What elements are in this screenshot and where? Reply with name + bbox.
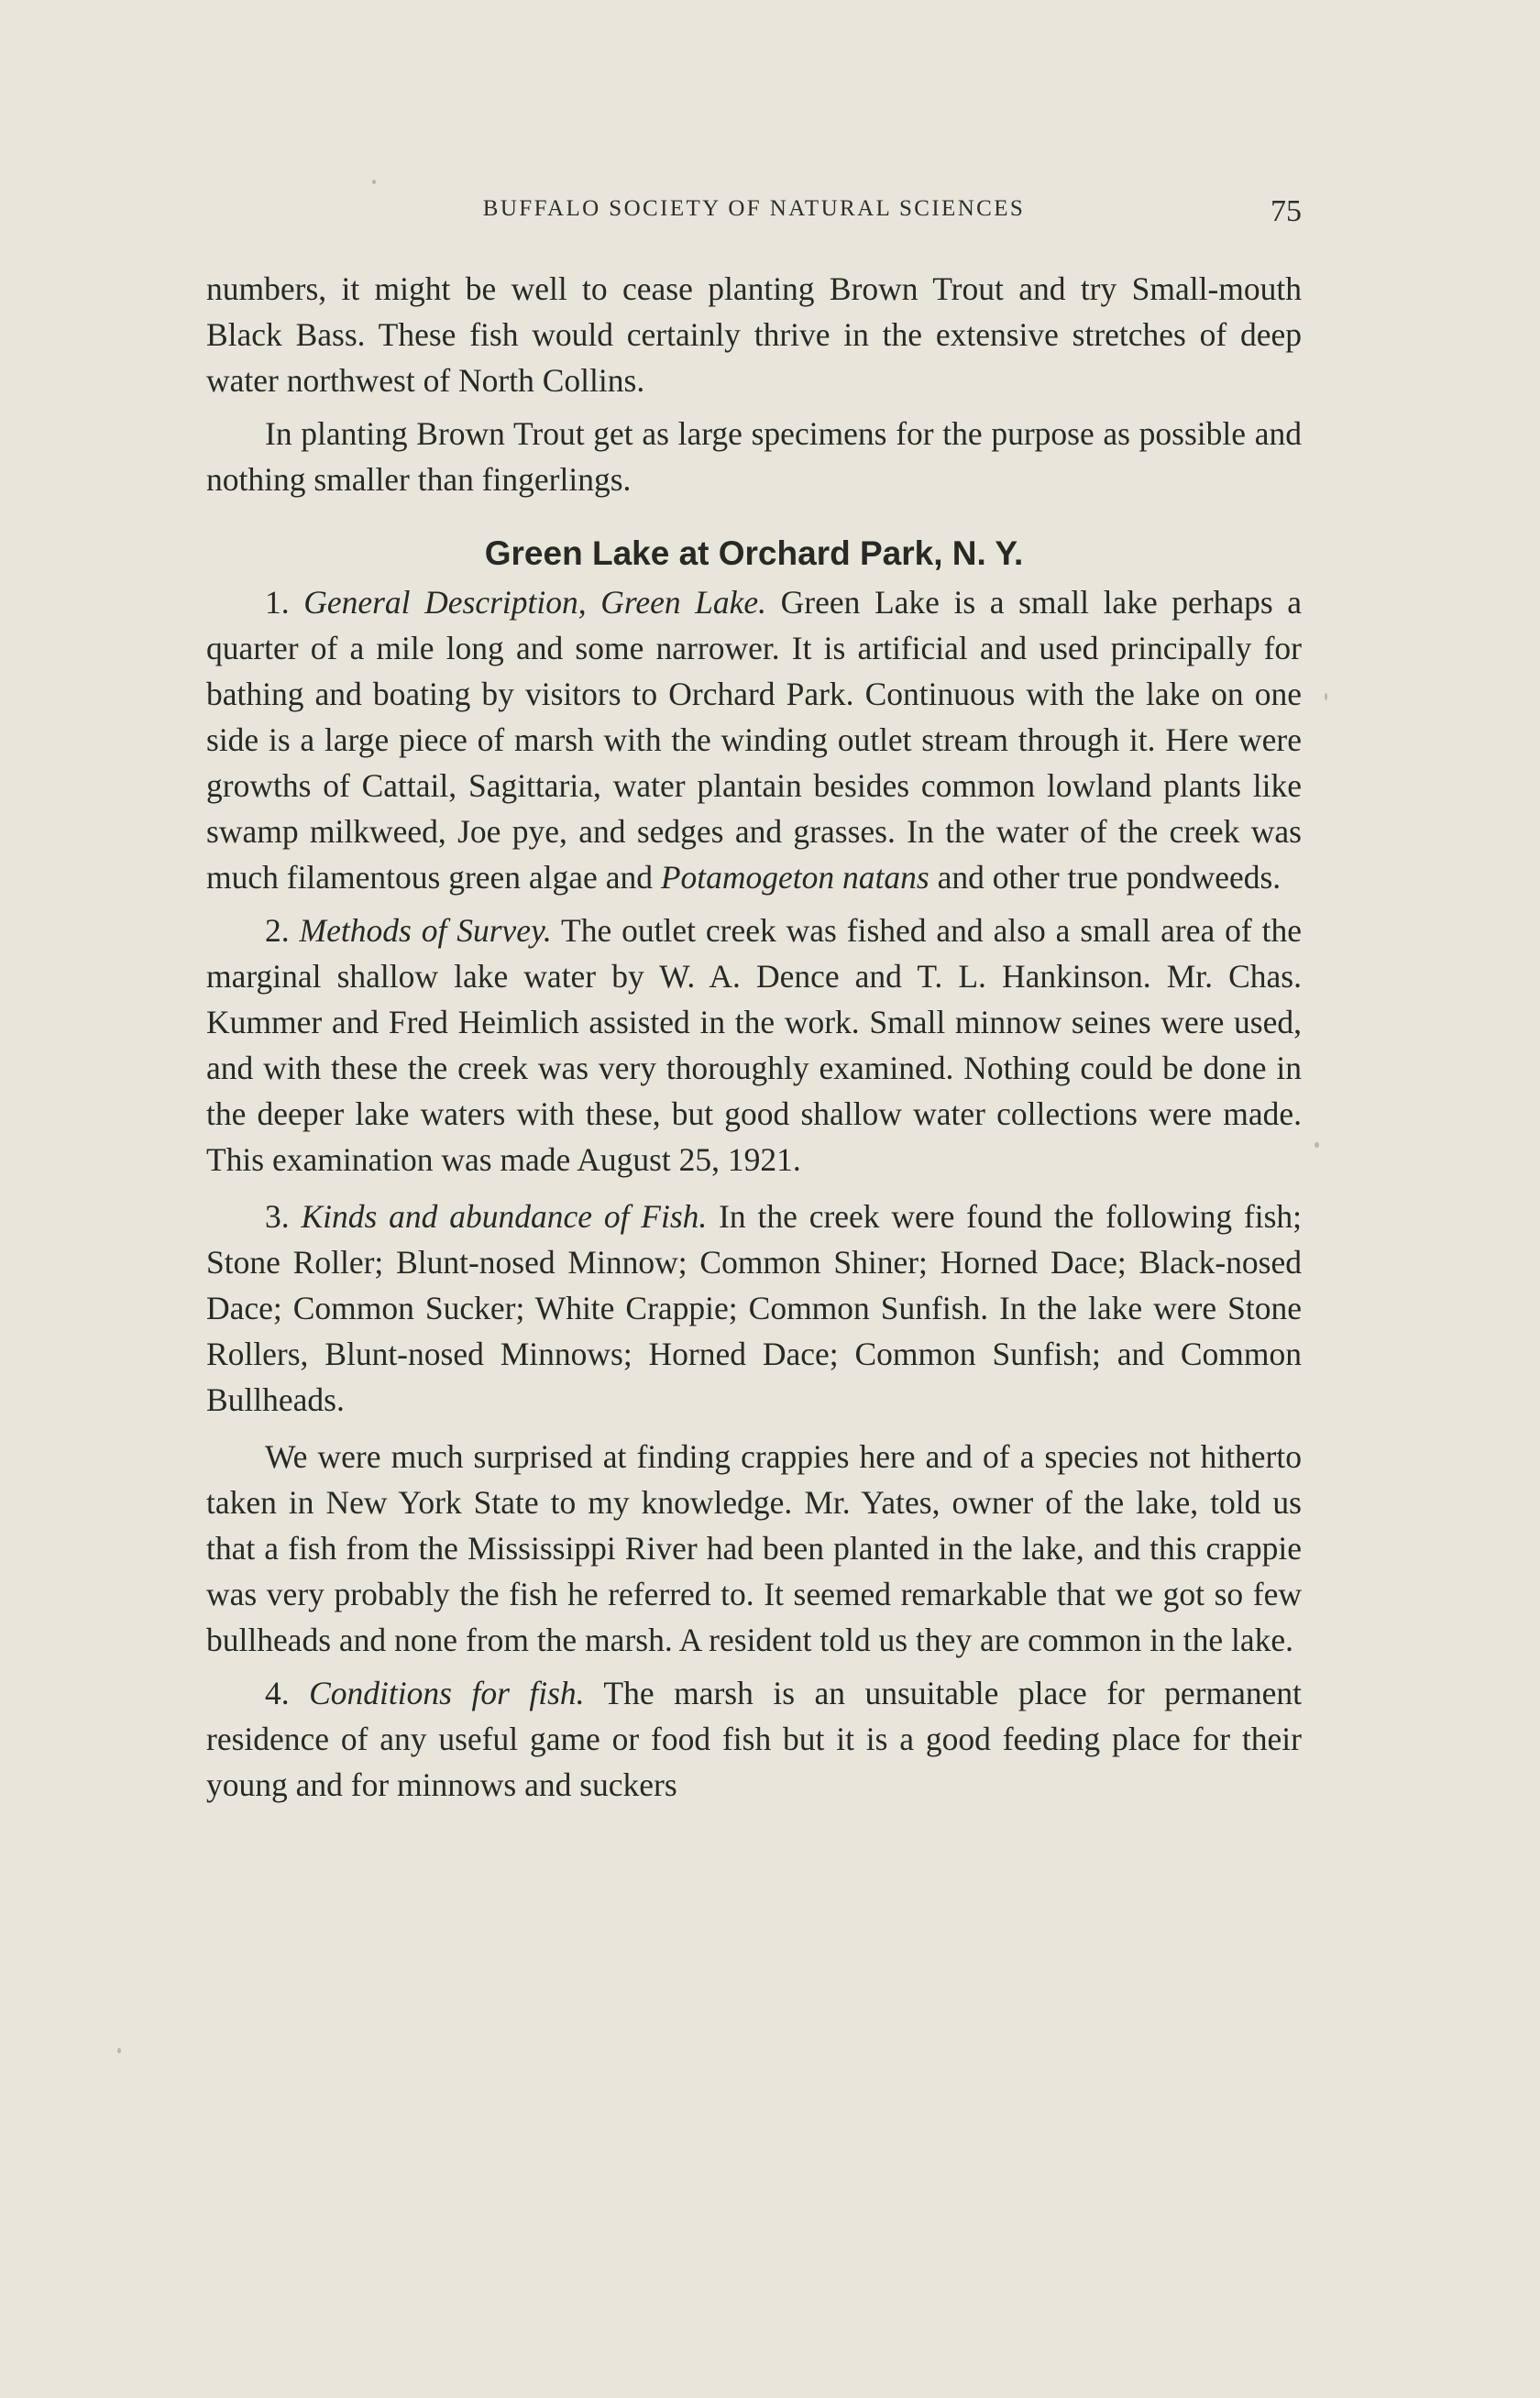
page-number: 75 [1270, 194, 1302, 228]
item-caption: Methods of Survey. [299, 912, 552, 949]
item-text: Green Lake is a small lake perhaps a quarter of a mile long and some narrower. It is artificial and used principally for bathing and boating by visitors to Orchard Park. Continuous with the lake on one side is a large piece of marsh with the winding outlet stream through it. Here were growths of Cattail, Sagittaria, water plantain besides common lowland plants like swamp milkweed, Joe pye, and sedges and grasses. In the water of the creek was much filamentous green algae and [206, 584, 1303, 896]
paper-speck [1314, 1142, 1319, 1148]
intro-paragraph-2: In planting Brown Trout get as large specimens for the purpose as possible and nothing smaller than fingerlings. [206, 415, 1302, 498]
conditions-for-fish-paragraph [206, 1670, 1302, 1808]
paper-speck [1325, 693, 1327, 700]
running-header-title: BUFFALO SOCIETY OF NATURAL SCIENCES [482, 196, 1026, 221]
crappie-paragraph: We were much surprised at finding crappies here and of a species not hitherto taken in New York State to my knowledge. Mr. Yates, owner of the lake, told us that a fish from the Mississippi River had been planted in the lake, and this crappie was very probably the fish he referred to. It seemed remarkable that we got so few bullheads and none from the marsh. A resident told us they are common in the lake. [206, 1438, 1302, 1658]
kinds-of-fish-paragraph [206, 1194, 1302, 1423]
item-caption: Conditions for fish. [309, 1675, 585, 1711]
item-text: The outlet creek was fished and also a small area of the marginal shallow lake water by W. A. Dence and T. L. Hankinson. Mr. Chas. Kummer and Fred Heimlich assisted in the work. Small minnow seines were used, and with these the creek was very thoroughly examined. Nothing could be done in the deeper lake waters with these, but good shallow water collections were made. This examination was made August 25, 1921. [206, 912, 1303, 1178]
item-number: 1. [265, 584, 290, 621]
intro-paragraph-1: numbers, it might be well to cease planting Brown Trout and try Small-mouth Black Bass. These fish would certainly thrive in the extensive stretches of deep water northwest of North Collins. [206, 270, 1302, 399]
paper-speck [372, 180, 376, 184]
general-description-paragraph [206, 579, 1302, 900]
methods-of-survey-paragraph [206, 908, 1302, 1182]
paper-speck [117, 2048, 121, 2053]
species-name: Potamogeton natans [660, 859, 930, 896]
item-number: 4. [265, 1675, 290, 1711]
running-header [206, 191, 1302, 231]
body-text [206, 266, 1302, 1808]
item-number: 2. [265, 912, 290, 949]
item-text: In the creek were found the following fish; Stone Roller; Blunt-nosed Minnow; Common Shiner; Horned Dace; Black-nosed Dace; Common Sucker; White Crappie; Common Sunfish. In the lake were Stone Rollers, Blunt-nosed Minnows; Horned Dace; Common Sunfish; and Common Bullheads. [206, 1198, 1303, 1418]
item-text: The marsh is an unsuitable place for permanent residence of any useful game or food fish but it is a good feeding place for their young and for minnows and suckers [206, 1675, 1303, 1803]
item-caption: General Description, Green Lake. [303, 584, 767, 621]
item-caption: Kinds and abundance of Fish. [301, 1198, 708, 1235]
section-heading: Green Lake at Orchard Park, N. Y. [484, 534, 1024, 572]
item-text-end: and other true pondweeds. [937, 859, 1282, 896]
item-number: 3. [265, 1198, 290, 1235]
